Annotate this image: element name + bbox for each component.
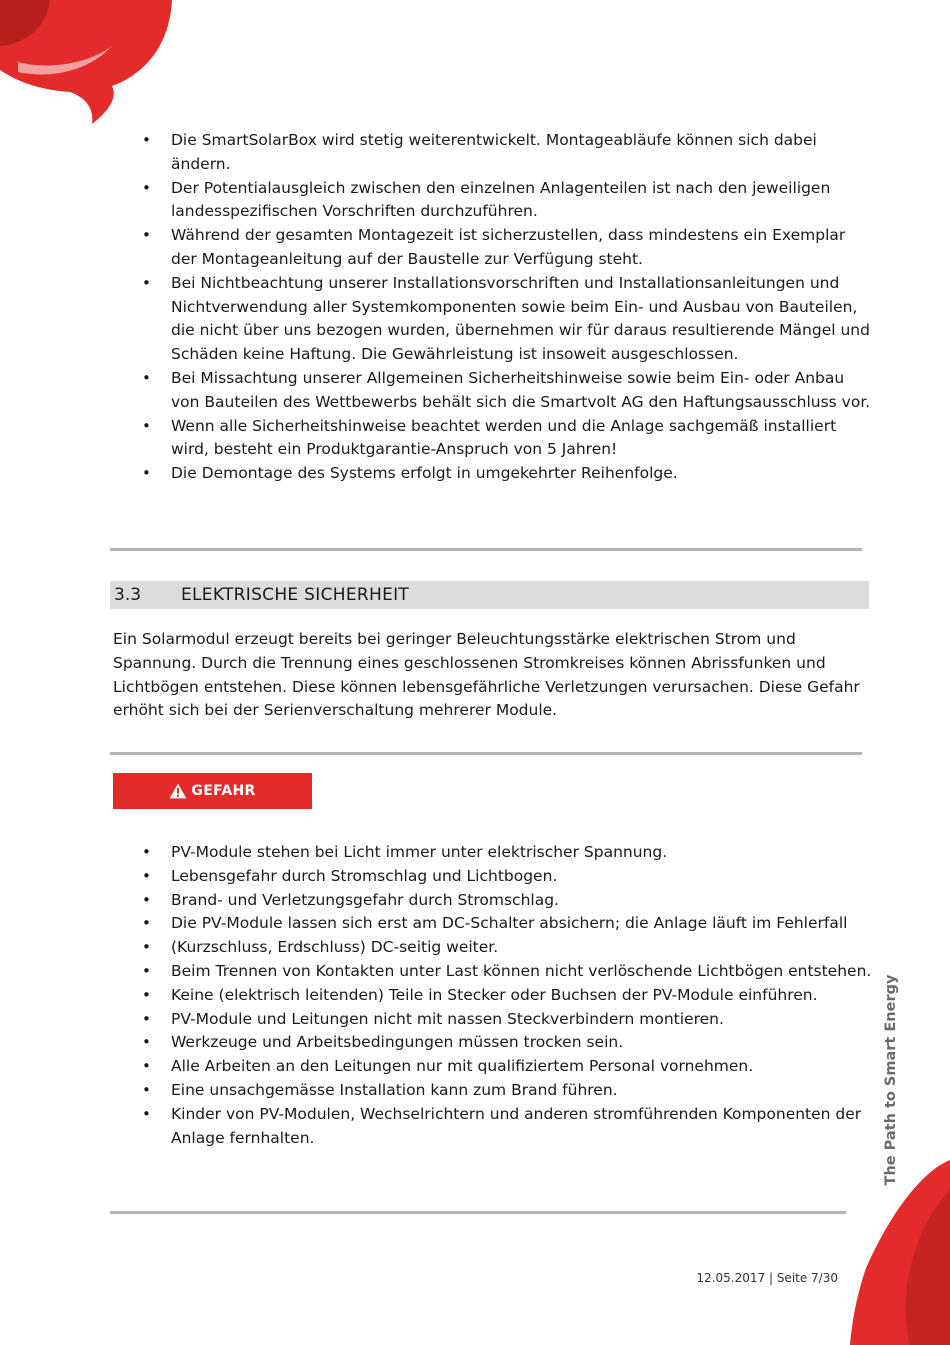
list-item: • Keine (elektrisch leitenden) Teile in Stecker oder Buchsen der PV-Module einführen. bbox=[142, 984, 872, 1008]
list-item: • Der Potentialausgleich zwischen den einzelnen Anlagenteilen ist nach den jeweiligen landesspezifischen Vorschriften durchzuführen. bbox=[142, 177, 872, 225]
footer-date: 12.05.2017 bbox=[696, 1271, 766, 1285]
list-item: • Kinder von PV-Modulen, Wechselrichtern und anderen stromführenden Komponenten der Anlage fernhalten. bbox=[142, 1103, 872, 1151]
danger-notes-list bbox=[142, 841, 872, 1150]
smartvolt-logo-icon bbox=[0, 0, 175, 125]
section-number: 3.3 bbox=[114, 585, 142, 605]
brand-tagline-text: The Path to Smart Energy bbox=[883, 974, 899, 1185]
divider bbox=[110, 752, 862, 755]
list-item: • Lebensgefahr durch Stromschlag und Lichtbogen. bbox=[142, 865, 872, 889]
footer-page-number: Seite 7/30 bbox=[776, 1271, 838, 1285]
list-item: • Während der gesamten Montagezeit ist sicherzustellen, dass mindestens ein Exemplar der Montageanleitung auf der Baustelle zur Verfügung steht. bbox=[142, 224, 872, 272]
general-notes-list bbox=[142, 129, 872, 486]
danger-label-text: GEFAHR bbox=[191, 783, 256, 799]
list-item: • Beim Trennen von Kontakten unter Last können nicht verlöschende Lichtbögen entstehen. bbox=[142, 960, 872, 984]
list-item: • Bei Nichtbeachtung unserer Installationsvorschriften und Installationsanleitungen und Nichtverwendung aller Systemkomponenten sowie beim Ein- und Ausbau von Bauteilen, die nicht über uns bezogen wurden, übernehmen wir für daraus resultierende Mängel und Schäden keine Haftung. Die Gewährleistung ist insoweit ausgeschlossen. bbox=[142, 272, 872, 367]
danger-label bbox=[113, 773, 312, 809]
list-item: • (Kurzschluss, Erdschluss) DC-seitig weiter. bbox=[142, 936, 872, 960]
section-paragraph: Ein Solarmodul erzeugt bereits bei geringer Beleuchtungsstärke elektrischen Strom und Spannung. Durch die Trennung eines geschlossenen Stromkreises können Abrissfunken und Lichtbögen entstehen. Diese können lebensgefährliche Verletzungen verursachen. Diese Gefahr erhöht sich bei der Serienverschaltung mehrerer Module. bbox=[113, 630, 860, 720]
list-item: • Eine unsachgemässe Installation kann zum Brand führen. bbox=[142, 1079, 872, 1103]
list-item: • Die Demontage des Systems erfolgt in umgekehrter Reihenfolge. bbox=[142, 462, 872, 486]
list-item: • Werkzeuge und Arbeitsbedingungen müssen trocken sein. bbox=[142, 1031, 872, 1055]
list-item: • Die SmartSolarBox wird stetig weiterentwickelt. Montageabläufe können sich dabei ändern. bbox=[142, 129, 872, 177]
brand-tagline bbox=[876, 974, 906, 1185]
section-heading bbox=[110, 581, 869, 609]
list-item: • Alle Arbeiten an den Leitungen nur mit qualifiziertem Personal vornehmen. bbox=[142, 1055, 872, 1079]
divider bbox=[110, 1211, 846, 1214]
divider bbox=[110, 548, 862, 551]
list-item: • Brand- und Verletzungsgefahr durch Stromschlag. bbox=[142, 889, 872, 913]
page-footer bbox=[696, 1271, 838, 1285]
footer-separator: | bbox=[765, 1271, 777, 1285]
list-item: • Die PV-Module lassen sich erst am DC-Schalter absichern; die Anlage läuft im Fehlerfall bbox=[142, 912, 872, 936]
brand-swoosh-icon bbox=[850, 1160, 950, 1345]
list-item: • Bei Missachtung unserer Allgemeinen Sicherheitshinweise sowie beim Ein- oder Anbau von Bauteilen des Wettbewerbs behält sich die Smartvolt AG den Haftungsausschluss vor. bbox=[142, 367, 872, 415]
list-item: • Wenn alle Sicherheitshinweise beachtet werden und die Anlage sachgemäß installiert wird, besteht ein Produktgarantie-Anspruch von 5 Jahren! bbox=[142, 415, 872, 463]
list-item: • PV-Module stehen bei Licht immer unter elektrischer Spannung. bbox=[142, 841, 872, 865]
section-title: ELEKTRISCHE SICHERHEIT bbox=[181, 585, 410, 605]
list-item: • PV-Module und Leitungen nicht mit nassen Steckverbindern montieren. bbox=[142, 1008, 872, 1032]
warning-triangle-icon bbox=[169, 783, 187, 799]
